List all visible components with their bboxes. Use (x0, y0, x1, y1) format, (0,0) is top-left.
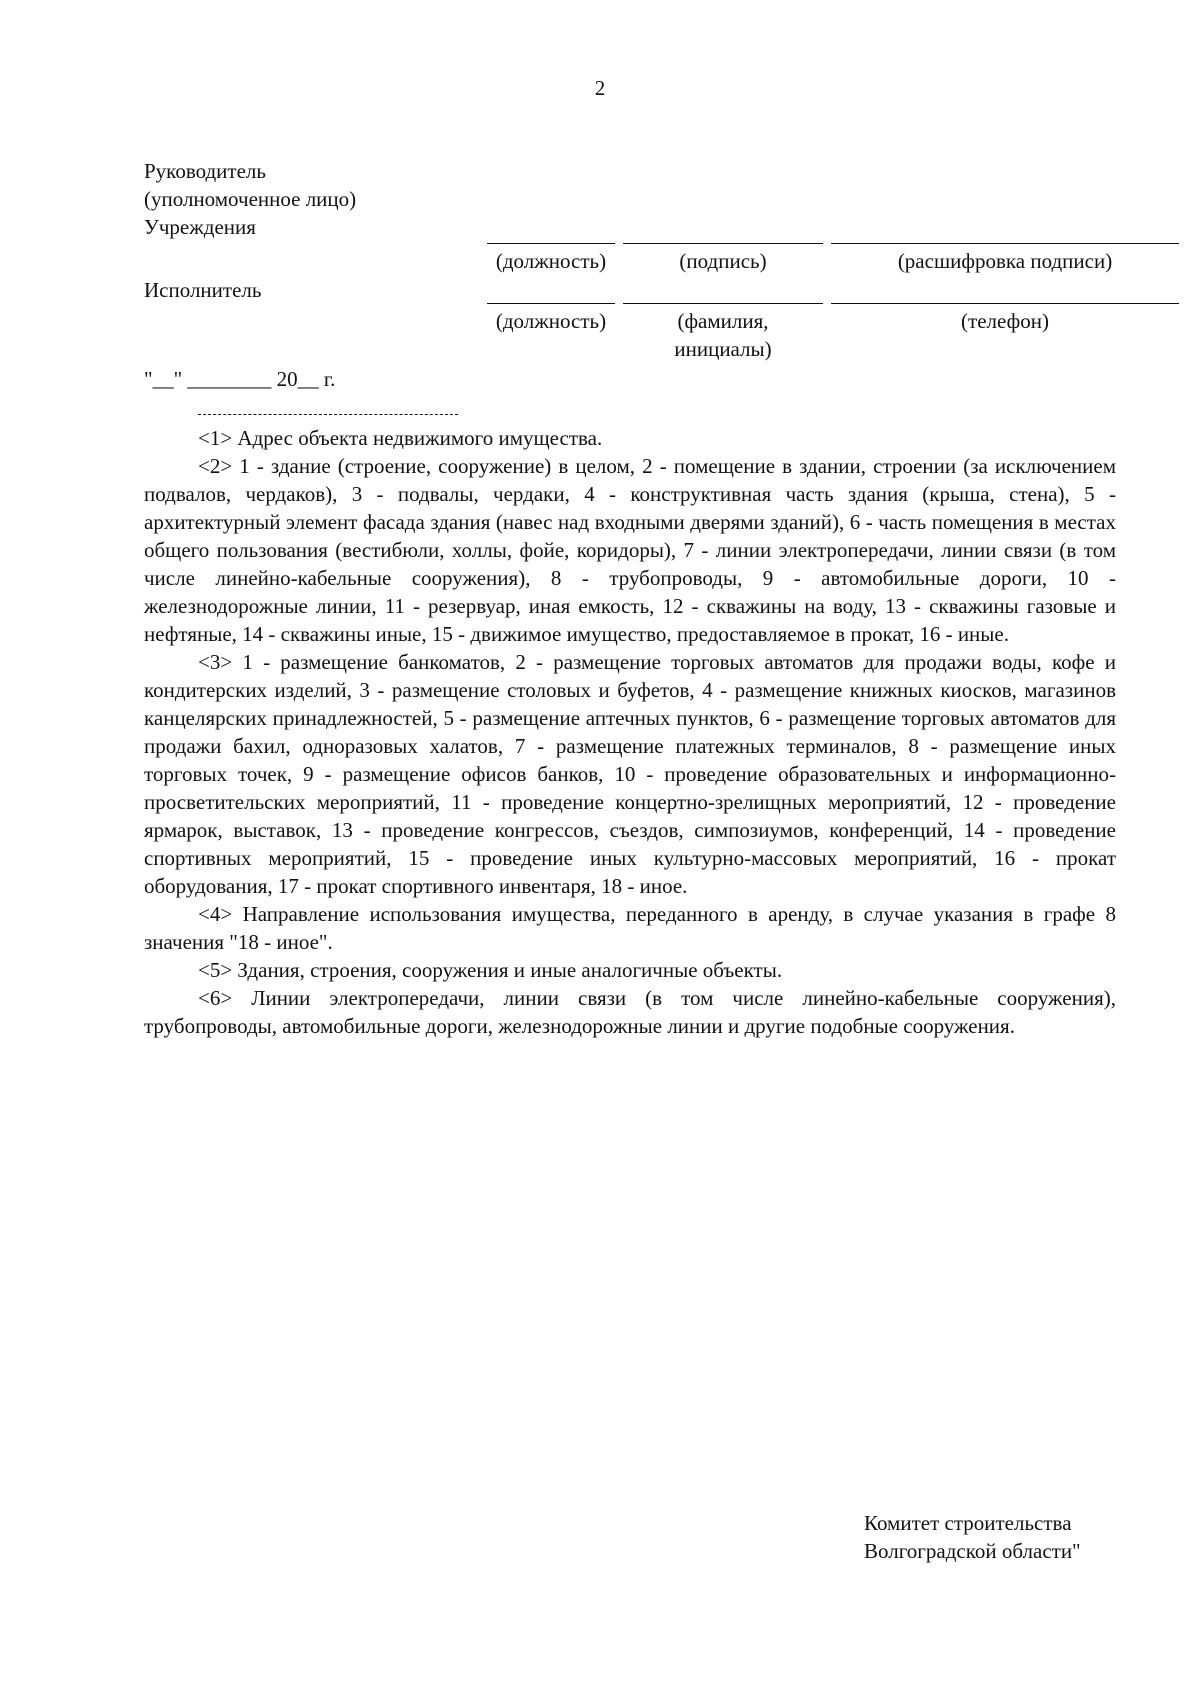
executor-name-line (623, 303, 823, 304)
caption-name-initials: (фамилия, инициалы) (674, 309, 772, 361)
executor-label: Исполнитель (144, 278, 262, 302)
caption-position: (должность) (495, 249, 607, 273)
footer-line: Волгоградской области" (864, 1539, 1081, 1563)
footnote-6: <6> Линии электропередачи, линии связи (в том числе линейно-кабельные сооружения), трубопроводы, автомобильные дороги, железнодорожные линии и другие подобные сооружения. (144, 986, 1116, 1038)
head-label-line: Руководитель (144, 159, 266, 183)
head-label-line: (уполномоченное лицо) (144, 187, 357, 211)
footnote-2: <2> 1 - здание (строение, сооружение) в целом, 2 - помещение в здании, строении (за исключением подвалов, чердаков), 3 - подвалы, чердаки, 4 - конструктивная часть здания (крыша, стена), 5 - архитектурный элемент фасада здания (навес над входными дверями зданий), 6 - часть помещения в местах общего пользования (вестибюли, холлы, фойе, коридоры), 7 - линии электропередачи, линии связи (в том числе линейно-кабельные сооружения), 8 - трубопроводы, 9 - автомобильные дороги, 10 - железнодорожные линии, 11 - резервуар, иная емкость, 12 - скважины на воду, 13 - скважины газовые и нефтяные, 14 - скважины иные, 15 - движимое имущество, предоставляемое в прокат, 16 - иные. (144, 454, 1116, 646)
footnote-5: <5> Здания, строения, сооружения и иные аналогичные объекты. (198, 958, 783, 982)
executor-position-line (487, 303, 615, 304)
signature-decoding-line (831, 243, 1179, 244)
footnote-3: <3> 1 - размещение банкоматов, 2 - размещение торговых автоматов для продажи воды, кофе и кондитерских изделий, 3 - размещение столовых и буфетов, 4 - размещение книжных киосков, магазинов канцелярских принадлежностей, 5 - размещение аптечных пунктов, 6 - размещение торговых автоматов для продажи бахил, одноразовых халатов, 7 - размещение платежных терминалов, 8 - размещение иных торговых точек, 9 - размещение офисов банков, 10 - проведение образовательных и информационно-просветительских мероприятий, 11 - проведение концертно-зрелищных мероприятий, 12 - проведение ярмарок, выставок, 13 - проведение конгрессов, съездов, симпозиумов, конференций, 14 - проведение спортивных мероприятий, 15 - проведение иных культурно-массовых мероприятий, 16 - прокат оборудования, 17 - прокат спортивного инвентаря, 18 - иное. (144, 650, 1116, 898)
page-number: 2 (594, 76, 606, 100)
caption-executor-position: (должность) (495, 309, 607, 333)
executor-phone-line (831, 303, 1179, 304)
footnote-1: <1> Адрес объекта недвижимого имущества. (198, 426, 603, 450)
caption-signature-decoding: (расшифровка подписи) (897, 249, 1113, 273)
caption-signature: (подпись) (679, 249, 767, 273)
head-label (144, 157, 356, 241)
footnote-4: <4> Направление использования имущества, переданного в аренду, в случае указания в графе 8 значения "18 - иное". (144, 902, 1116, 954)
caption-phone: (телефон) (961, 309, 1049, 333)
footer-organization (864, 1509, 1081, 1565)
footnote-separator (198, 414, 458, 415)
signature-line (623, 243, 823, 244)
footer-line: Комитет строительства (864, 1511, 1072, 1535)
position-signature-line (487, 243, 615, 244)
date-line: "__" ________ 20__ г. (144, 367, 336, 391)
footnotes (144, 424, 1116, 1040)
head-label-line: Учреждения (144, 215, 256, 239)
